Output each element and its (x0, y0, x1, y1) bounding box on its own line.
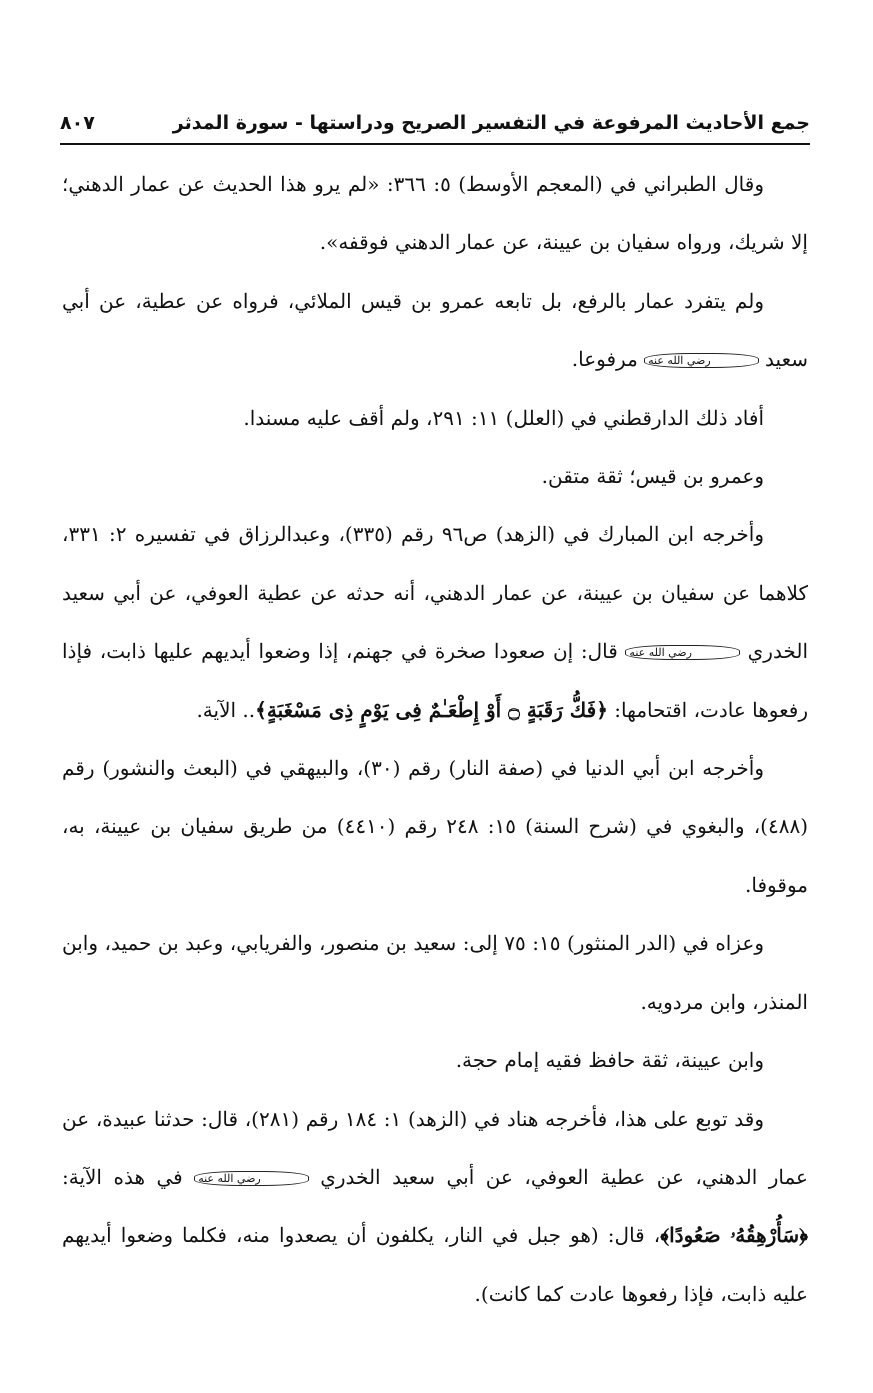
honorific-symbol: رضي الله عنه (644, 353, 759, 368)
honorific-symbol: رضي الله عنه (194, 1171, 309, 1186)
quran-verse: ﴿فَكُّ رَقَبَةٍ ۝ أَوْ إِطْعَـٰمٌ فِى يَوْمٍ ذِى مَسْغَبَةٍ﴾ (255, 697, 608, 722)
paragraph-text: وقد توبع على هذا، فأخرجه هناد في (الزهد) ١: ١٨٤ رقم (٢٨١)، قال: حدثنا عبيدة، عن عمار الدهني، عن عطية العوفي، عن أبي سعيد الخدري (62, 1106, 808, 1189)
paragraph-text-continued: في هذه الآية: (62, 1164, 195, 1189)
paragraph-text-end: ، قال: (هو جبل في النار، يكلفون أن يصعدوا منه، فكلما وضعوا أيديهم عليه ذابت، فإذا رفعوها عادت كما كانت). (62, 1223, 808, 1306)
paragraph (62, 739, 808, 914)
paragraph (62, 272, 808, 389)
paragraph-text: وأخرجه ابن أبي الدنيا في (صفة النار) رقم (٣٠)، والبيهقي في (البعث والنشور) رقم (٤٨٨)، والبغوي في (شرح السنة) ١٥: ٢٤٨ رقم (٤٤١٠) من طريق سفيان بن عيينة، به، موقوفا. (62, 756, 808, 897)
paragraph (62, 447, 808, 505)
paragraph (62, 155, 808, 272)
page-number: ٨٠٧ (60, 112, 95, 134)
paragraph (62, 914, 808, 1031)
body-text (62, 155, 808, 1323)
paragraph-text: وابن عيينة، ثقة حافظ فقيه إمام حجة. (455, 1048, 764, 1073)
header-rule (60, 143, 810, 145)
paragraph-text: أفاد ذلك الدارقطني في (العلل) ١١: ٢٩١، ولم أقف عليه مسندا. (243, 405, 764, 430)
honorific-symbol: رضي الله عنه (625, 645, 740, 660)
paragraph (62, 1090, 808, 1324)
paragraph-text: وعزاه في (الدر المنثور) ١٥: ٧٥ إلى: سعيد بن منصور، والفريابي، وعبد بن حميد، وابن المنذر، وابن مردويه. (62, 931, 808, 1014)
paragraph-text-continued: قال: إن صعودا صخرة في جهنم، إذا وضعوا أيديهم عليها ذابت، فإذا رفعوها عادت، اقتحامها: (62, 639, 808, 722)
paragraph-text-end: .. الآية. (196, 697, 256, 722)
paragraph-text-continued: مرفوعا. (571, 347, 645, 372)
paragraph (62, 1031, 808, 1089)
running-header (60, 110, 810, 144)
paragraph-text: وقال الطبراني في (المعجم الأوسط) ٥: ٣٦٦: «لم يرو هذا الحديث عن عمار الدهني؛ إلا شريك، ورواه سفيان بن عيينة، عن عمار الدهني فوقفه». (62, 172, 808, 255)
paragraph (62, 505, 808, 739)
paragraph (62, 389, 808, 447)
paragraph-text: وأخرجه ابن المبارك في (الزهد) ص٩٦ رقم (٣٣٥)، وعبدالرزاق في تفسيره ٢: ٣٣١، كلاهما عن سفيان بن عيينة، عن عمار الدهني، أنه حدثه عن عطية العوفي، عن أبي سعيد الخدري (62, 522, 808, 664)
quran-verse: ﴿سَأُرْهِقُهُۥ صَعُودًا﴾ (660, 1223, 808, 1248)
header-title: جمع الأحاديث المرفوعة في التفسير الصريح ودراستها - سورة المدثر (172, 112, 810, 134)
paragraph-text: ولم يتفرد عمار بالرفع، بل تابعه عمرو بن قيس الملائي، فرواه عن عطية، عن أبي سعيد (62, 288, 808, 372)
paragraph-text: وعمرو بن قيس؛ ثقة متقن. (541, 464, 764, 489)
